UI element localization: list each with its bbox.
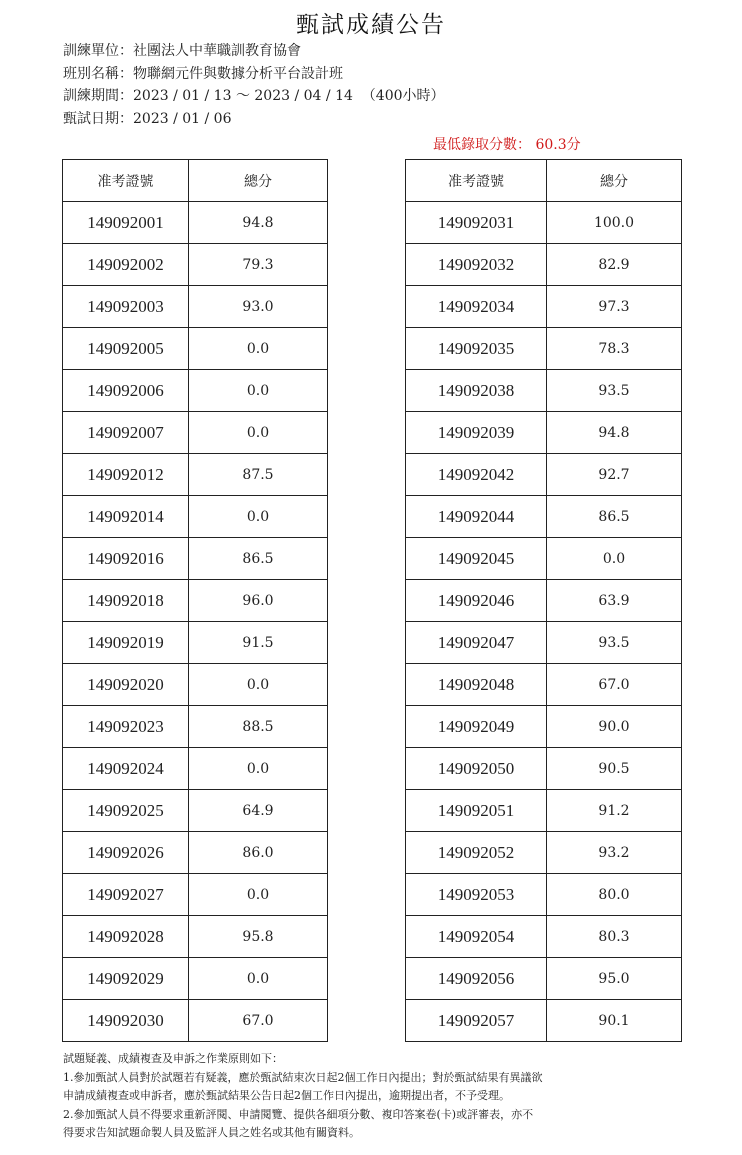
score-cell: 80.3 <box>547 916 682 958</box>
exam-id-cell: 149092049 <box>406 706 547 748</box>
score-cell: 63.9 <box>547 580 682 622</box>
table-row <box>406 748 682 790</box>
table-row <box>406 454 682 496</box>
score-cell: 88.5 <box>189 706 328 748</box>
table-row <box>63 580 328 622</box>
score-cell: 67.0 <box>189 1000 328 1042</box>
page-title: 甄試成績公告 <box>296 12 446 38</box>
score-table-right-body <box>406 202 682 1042</box>
notes-line: 試題疑義、成績複查及申訴之作業原則如下： <box>63 1052 283 1065</box>
score-cell: 94.8 <box>189 202 328 244</box>
score-cell: 91.5 <box>189 622 328 664</box>
exam-id-cell: 149092032 <box>406 244 547 286</box>
exam-id-cell: 149092045 <box>406 538 547 580</box>
table-row <box>406 1000 682 1042</box>
exam-id-cell: 149092051 <box>406 790 547 832</box>
notes-line: 申請成績複查或申訴者，應於甄試結果公告日起2個工作日內提出，逾期提出者，不予受理。 <box>63 1089 510 1102</box>
exam-id-cell: 149092002 <box>63 244 189 286</box>
score-cell: 86.5 <box>547 496 682 538</box>
score-cell: 79.3 <box>189 244 328 286</box>
table-row <box>63 832 328 874</box>
exam-id-cell: 149092053 <box>406 874 547 916</box>
exam-id-cell: 149092054 <box>406 916 547 958</box>
exam-id-cell: 149092038 <box>406 370 547 412</box>
exam-id-cell: 149092019 <box>63 622 189 664</box>
score-cell: 86.5 <box>189 538 328 580</box>
notes-line: 得要求告知試題命製人員及監評人員之姓名或其他有關資料。 <box>63 1126 360 1139</box>
exam-id-cell: 149092031 <box>406 202 547 244</box>
exam-id-cell: 149092035 <box>406 328 547 370</box>
table-row <box>406 370 682 412</box>
exam-id-cell: 149092025 <box>63 790 189 832</box>
table-row <box>63 412 328 454</box>
exam-id-cell: 149092016 <box>63 538 189 580</box>
exam-id-cell: 149092026 <box>63 832 189 874</box>
score-cell: 100.0 <box>547 202 682 244</box>
table-row <box>406 538 682 580</box>
table-row <box>63 916 328 958</box>
exam-id-cell: 149092039 <box>406 412 547 454</box>
table-row <box>406 202 682 244</box>
exam-id-cell: 149092046 <box>406 580 547 622</box>
score-cell: 64.9 <box>189 790 328 832</box>
table-row <box>406 244 682 286</box>
exam-id-cell: 149092052 <box>406 832 547 874</box>
exam-id-cell: 149092056 <box>406 958 547 1000</box>
table-row <box>406 496 682 538</box>
table-row <box>406 580 682 622</box>
score-table-left-body <box>63 202 328 1042</box>
table-row <box>63 286 328 328</box>
exam-id-cell: 149092012 <box>63 454 189 496</box>
notes-line: 1.參加甄試人員對於試題若有疑義，應於甄試結束次日起2個工作日內提出；對於甄試結果有異議欲 <box>63 1070 543 1084</box>
table-row <box>63 538 328 580</box>
exam-id-cell: 149092027 <box>63 874 189 916</box>
score-cell: 94.8 <box>547 412 682 454</box>
exam-id-cell: 149092034 <box>406 286 547 328</box>
exam-id-cell: 149092014 <box>63 496 189 538</box>
training-unit: 訓練單位：社團法人中華職訓教育協會 <box>63 43 301 59</box>
exam-id-cell: 149092006 <box>63 370 189 412</box>
exam-date: 甄試日期：2023 / 01 / 06 <box>63 110 232 127</box>
score-cell: 0.0 <box>189 496 328 538</box>
header-total-score: 總分 <box>547 160 682 202</box>
exam-id-cell: 149092030 <box>63 1000 189 1042</box>
cutoff-score: 最低錄取分數： 60.3分 <box>433 137 581 153</box>
score-cell: 90.0 <box>547 706 682 748</box>
score-cell: 0.0 <box>189 748 328 790</box>
score-cell: 95.0 <box>547 958 682 1000</box>
class-name: 班別名稱：物聯網元件與數據分析平台設計班 <box>63 65 343 82</box>
score-cell: 78.3 <box>547 328 682 370</box>
exam-id-cell: 149092007 <box>63 412 189 454</box>
exam-id-cell: 149092001 <box>63 202 189 244</box>
header-exam-id: 准考證號 <box>406 160 547 202</box>
score-cell: 87.5 <box>189 454 328 496</box>
table-row <box>406 916 682 958</box>
exam-id-cell: 149092042 <box>406 454 547 496</box>
table-row <box>63 370 328 412</box>
score-cell: 95.8 <box>189 916 328 958</box>
score-cell: 82.9 <box>547 244 682 286</box>
table-row <box>406 832 682 874</box>
score-cell: 0.0 <box>189 412 328 454</box>
header-total-score: 總分 <box>189 160 328 202</box>
exam-id-cell: 149092029 <box>63 958 189 1000</box>
score-cell: 0.0 <box>189 874 328 916</box>
score-cell: 93.5 <box>547 622 682 664</box>
table-row <box>63 748 328 790</box>
table-row <box>63 790 328 832</box>
score-cell: 67.0 <box>547 664 682 706</box>
exam-id-cell: 149092020 <box>63 664 189 706</box>
table-row <box>406 958 682 1000</box>
score-cell: 91.2 <box>547 790 682 832</box>
table-row <box>63 958 328 1000</box>
score-table-right <box>405 159 682 1042</box>
score-cell: 93.2 <box>547 832 682 874</box>
table-row <box>63 454 328 496</box>
table-row <box>406 286 682 328</box>
exam-id-cell: 149092050 <box>406 748 547 790</box>
table-row <box>63 244 328 286</box>
table-header-row <box>63 160 328 202</box>
table-row <box>406 790 682 832</box>
score-cell: 86.0 <box>189 832 328 874</box>
score-table-left <box>62 159 328 1042</box>
score-cell: 96.0 <box>189 580 328 622</box>
table-row <box>63 874 328 916</box>
table-row <box>406 328 682 370</box>
exam-id-cell: 149092028 <box>63 916 189 958</box>
exam-id-cell: 149092023 <box>63 706 189 748</box>
exam-id-cell: 149092024 <box>63 748 189 790</box>
score-cell: 90.1 <box>547 1000 682 1042</box>
training-info <box>63 40 445 130</box>
header-exam-id: 准考證號 <box>63 160 189 202</box>
table-row <box>63 706 328 748</box>
table-row <box>63 496 328 538</box>
table-row <box>63 328 328 370</box>
table-row <box>406 706 682 748</box>
score-cell: 0.0 <box>189 958 328 1000</box>
score-cell: 0.0 <box>547 538 682 580</box>
score-cell: 0.0 <box>189 328 328 370</box>
table-row <box>406 874 682 916</box>
exam-id-cell: 149092057 <box>406 1000 547 1042</box>
table-row <box>63 622 328 664</box>
score-cell: 92.7 <box>547 454 682 496</box>
score-cell: 80.0 <box>547 874 682 916</box>
training-period: 訓練期間：2023 / 01 / 13 ～ 2023 / 04 / 14 （400小時） <box>63 88 445 104</box>
table-row <box>63 202 328 244</box>
exam-id-cell: 149092005 <box>63 328 189 370</box>
exam-id-cell: 149092044 <box>406 496 547 538</box>
score-cell: 0.0 <box>189 664 328 706</box>
score-cell: 93.0 <box>189 286 328 328</box>
score-cell: 97.3 <box>547 286 682 328</box>
table-row <box>406 664 682 706</box>
appeal-notes <box>63 1050 683 1143</box>
notes-line: 2.參加甄試人員不得要求重新評閱、申請閱覽、提供各細項分數、複印答案卷(卡)或評審表，亦不 <box>63 1107 534 1121</box>
exam-id-cell: 149092003 <box>63 286 189 328</box>
exam-id-cell: 149092048 <box>406 664 547 706</box>
table-row <box>406 622 682 664</box>
table-row <box>406 412 682 454</box>
table-row <box>63 664 328 706</box>
score-cell: 0.0 <box>189 370 328 412</box>
table-row <box>63 1000 328 1042</box>
exam-id-cell: 149092018 <box>63 580 189 622</box>
score-cell: 93.5 <box>547 370 682 412</box>
score-cell: 90.5 <box>547 748 682 790</box>
table-header-row <box>406 160 682 202</box>
exam-id-cell: 149092047 <box>406 622 547 664</box>
